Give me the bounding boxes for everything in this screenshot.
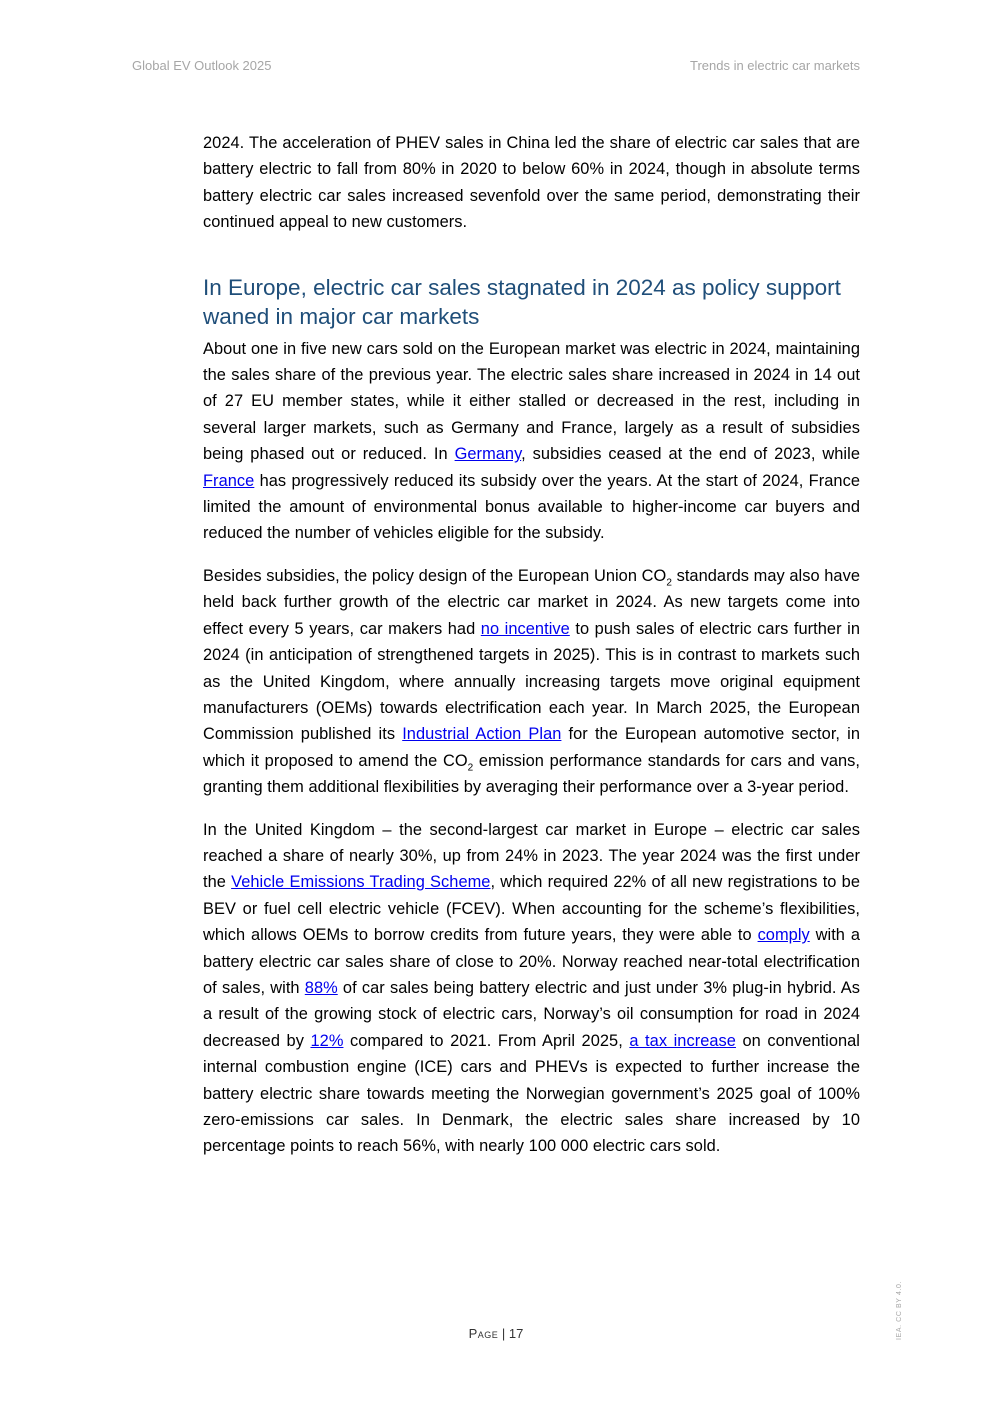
paragraph-text: About one in five new cars sold on the European market was electric in 2024, maintaining the sales share of the previous year. The electric sales share increased in 2024 in 14 out of 27 EU member states, while it either stalled or decreased in the rest, including in several larger markets, such as Germany and France, largely as a result of subsidies being phased out or reduced. In (203, 339, 860, 464)
paragraph-text: for the European automotive sector, in which it proposed to amend the CO (203, 725, 861, 770)
page-body (203, 130, 860, 1176)
paragraph-uk-norway-denmark (203, 817, 860, 1160)
link-germany[interactable]: Germany (454, 445, 522, 464)
paragraph-text: In the United Kingdom – the second-largest car market in Europe – electric car sales reached a share of nearly 30%, up from 24% in 2023. The year 2024 was the first under the (203, 820, 860, 892)
page-separator: | (498, 1326, 509, 1341)
paragraph-text: emission performance standards for cars and vans, granting them additional flexibilities by averaging their performance over a 3-year period. (203, 751, 860, 797)
paragraph-eu-co2-standards (203, 563, 860, 801)
paragraph-text: 2024. The acceleration of PHEV sales in China led the share of electric car sales that are battery electric to fall from 80% in 2020 to below 60% in 2024, though in absolute terms battery electric car sales increased sevenfold over the same period, demonstrating their continued appeal to new customers. (203, 134, 860, 232)
link-industrial-action-plan[interactable]: Industrial Action Plan (402, 725, 562, 744)
link-88-percent[interactable]: 88% (304, 978, 338, 997)
paragraph-text: standards may also have held back further growth of the electric car market in 2024. As new targets come into effect every 5 years, car makers had (203, 566, 860, 638)
page-label: Page (468, 1326, 499, 1341)
paragraph-text: has progressively reduced its subsidy over the years. At the start of 2024, France limited the amount of environmental bonus available to higher-income car buyers and reduced the number of vehicles eligible for the subsidy. (203, 471, 860, 543)
subscript-2: 2 (467, 762, 474, 773)
running-header-section: Trends in electric car markets (689, 58, 860, 73)
link-tax-increase[interactable]: a tax increase (629, 1031, 736, 1050)
page-number: 17 (508, 1326, 524, 1341)
paragraph-europe-sales (203, 336, 860, 547)
paragraph-text: of car sales being battery electric and just under 3% plug-in hybrid. As a result of the growing stock of electric cars, Norway’s oil consumption for road in 2024 decreased by (203, 978, 860, 1050)
link-comply[interactable]: comply (757, 926, 810, 945)
paragraph-text: compared to 2021. From April 2025, (343, 1031, 630, 1050)
running-header-title: Global EV Outlook 2025 (132, 58, 272, 73)
paragraph-text: , which required 22% of all new registrations to be BEV or fuel cell electric vehicle (FCEV). When accounting for the scheme’s flexibilities, which allows OEMs to borrow credits from future years, they were able to (203, 873, 860, 945)
license-note: IEA. CC BY 4.0. (896, 1280, 903, 1340)
paragraph-text: , subsidies ceased at the end of 2023, while (521, 445, 860, 464)
section-heading-europe: In Europe, electric car sales stagnated in 2024 as policy support waned in major car markets (203, 274, 841, 329)
page-footer (0, 1326, 992, 1341)
link-france[interactable]: France (203, 471, 255, 490)
link-vehicle-emissions-trading-scheme[interactable]: Vehicle Emissions Trading Scheme (231, 873, 491, 892)
paragraph-text: with a battery electric car sales share of close to 20%. Norway reached near-total electrification of sales, with (203, 926, 860, 997)
link-12-percent[interactable]: 12% (310, 1031, 344, 1050)
subscript-2: 2 (666, 577, 672, 589)
paragraph-china-phev (203, 130, 860, 236)
link-no-incentive[interactable]: no incentive (480, 619, 570, 638)
paragraph-text: on conventional internal combustion engine (ICE) cars and PHEVs is expected to further increase the battery electric share towards meeting the Norwegian government’s 2025 goal of 100% zero-emissions car sales. In Denmark, the electric sales share increased by 10 percentage points to reach 56%, with nearly 100 000 electric cars sold. (203, 1031, 861, 1156)
paragraph-text: to push sales of electric cars further in 2024 (in anticipation of strengthened targets in 2025). This is in contrast to markets such as the United Kingdom, where annually increasing targets move original equipment manufacturers (OEMs) towards electrification each year. In March 2025, the European Commission published its (203, 619, 860, 744)
paragraph-text: Besides subsidies, the policy design of the European Union CO (203, 566, 667, 585)
